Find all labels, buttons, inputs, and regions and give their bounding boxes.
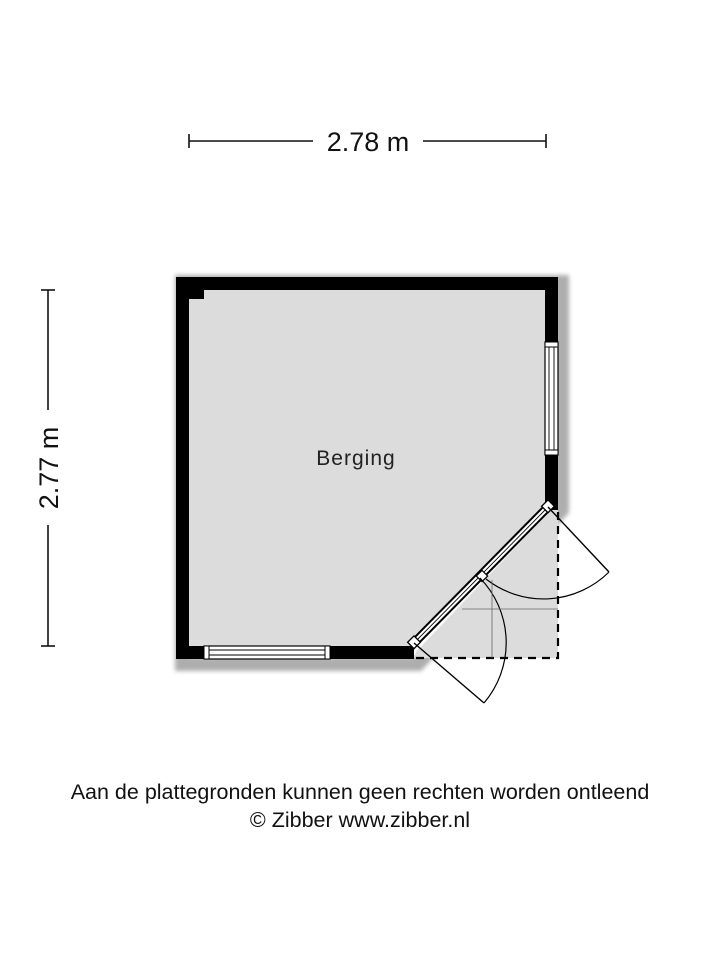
width-dimension-label: 2.78 m bbox=[326, 127, 410, 157]
disclaimer-text: Aan de plattegronden kunnen geen rechten worden ontleend bbox=[70, 780, 650, 804]
room-label: Berging bbox=[316, 447, 396, 470]
window-bottom bbox=[204, 646, 330, 659]
footer bbox=[0, 778, 720, 834]
height-dimension-label: 2.77 m bbox=[34, 426, 64, 510]
height-dimension bbox=[34, 290, 64, 646]
copyright-text: © Zibber www.zibber.nl bbox=[249, 808, 471, 832]
width-dimension bbox=[189, 127, 546, 157]
window-right bbox=[545, 342, 558, 455]
